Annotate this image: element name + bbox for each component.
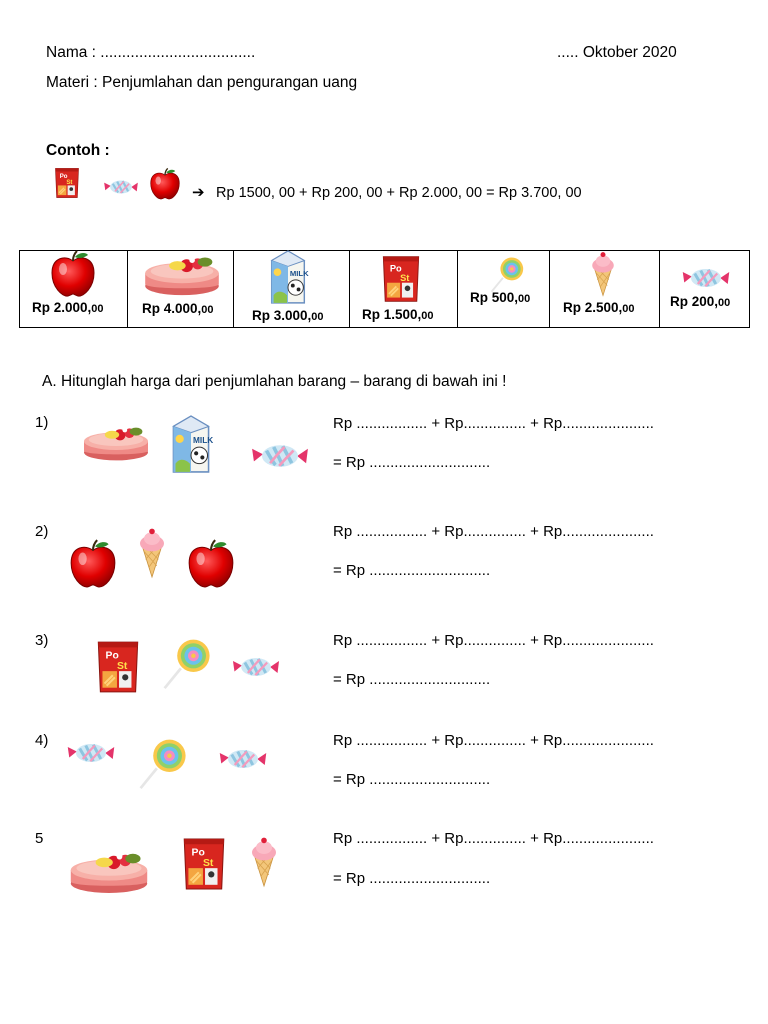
price-cell-milk	[234, 251, 350, 327]
candy-icon	[678, 263, 734, 293]
cake-icon	[66, 846, 152, 896]
price-cell-candy	[660, 251, 749, 327]
price-cell-lollipop	[458, 251, 550, 327]
price-label: Rp 3.000,00	[252, 308, 324, 323]
name-field-label: Nama : ....................................	[46, 44, 256, 61]
section-a-title: A. Hitunglah harga dari penjumlahan barang – barang di bawah ini !	[42, 373, 507, 390]
date-label: ..... Oktober 2020	[557, 44, 677, 61]
question-number: 4)	[35, 732, 49, 749]
lollipop-icon	[160, 636, 216, 690]
price-label: Rp 4.000,00	[142, 301, 214, 316]
ice-cream-icon	[248, 830, 280, 894]
question-number: 2)	[35, 523, 49, 540]
candy-icon	[246, 438, 314, 474]
price-label: Rp 500,00	[470, 290, 531, 305]
candy-icon	[64, 738, 118, 768]
ice-cream-icon	[586, 251, 620, 297]
lollipop-icon	[136, 736, 192, 790]
answer-line-items[interactable]: Rp ................. + Rp............... + Rp......................	[333, 415, 654, 432]
example-label: Contoh :	[46, 142, 110, 159]
cake-icon	[138, 251, 226, 297]
answer-line-total[interactable]: = Rp .............................	[333, 454, 491, 471]
milk-carton-icon	[264, 247, 312, 305]
lollipop-icon	[488, 255, 528, 293]
example-equation: Rp 1500, 00 + Rp 200, 00 + Rp 2.000, 00 = Rp 3.700, 00	[216, 185, 582, 201]
answer-line-items[interactable]: Rp ................. + Rp............... + Rp......................	[333, 632, 654, 649]
price-cell-apple	[20, 251, 128, 327]
snack-icon	[376, 253, 426, 305]
cake-icon	[80, 418, 152, 466]
candy-icon	[102, 176, 140, 198]
price-label: Rp 200,00	[670, 294, 731, 309]
price-cell-cake	[128, 251, 234, 327]
snack-icon	[92, 638, 144, 696]
price-cell-snack	[350, 251, 458, 327]
milk-carton-icon	[162, 412, 220, 474]
question-number: 3)	[35, 632, 49, 649]
answer-line-total[interactable]: = Rp .............................	[333, 771, 491, 788]
snack-icon	[178, 834, 230, 894]
answer-line-total[interactable]: = Rp .............................	[333, 671, 491, 688]
topic-label: Materi : Penjumlahan dan pengurangan uang	[46, 74, 358, 91]
question-number: 5	[35, 830, 44, 847]
answer-line-items[interactable]: Rp ................. + Rp............... + Rp......................	[333, 523, 654, 540]
price-label: Rp 1.500,00	[362, 307, 434, 322]
answer-line-total[interactable]: = Rp .............................	[333, 870, 491, 887]
apple-icon	[66, 538, 120, 590]
snack-icon	[47, 166, 87, 200]
ice-cream-icon	[136, 520, 168, 586]
answer-line-items[interactable]: Rp ................. + Rp............... + Rp......................	[333, 830, 654, 847]
answer-line-total[interactable]: = Rp .............................	[333, 562, 491, 579]
price-label: Rp 2.500,00	[563, 300, 635, 315]
arrow-right-icon: ➔	[192, 184, 205, 201]
answer-line-items[interactable]: Rp ................. + Rp............... + Rp......................	[333, 732, 654, 749]
price-cell-icecream	[550, 251, 660, 327]
question-number: 1)	[35, 414, 49, 431]
apple-icon	[46, 249, 100, 299]
candy-icon	[216, 744, 270, 774]
apple-icon	[148, 167, 182, 201]
apple-icon	[184, 538, 238, 590]
candy-icon	[230, 652, 282, 682]
price-table	[19, 250, 750, 328]
price-label: Rp 2.000,00	[32, 300, 104, 315]
